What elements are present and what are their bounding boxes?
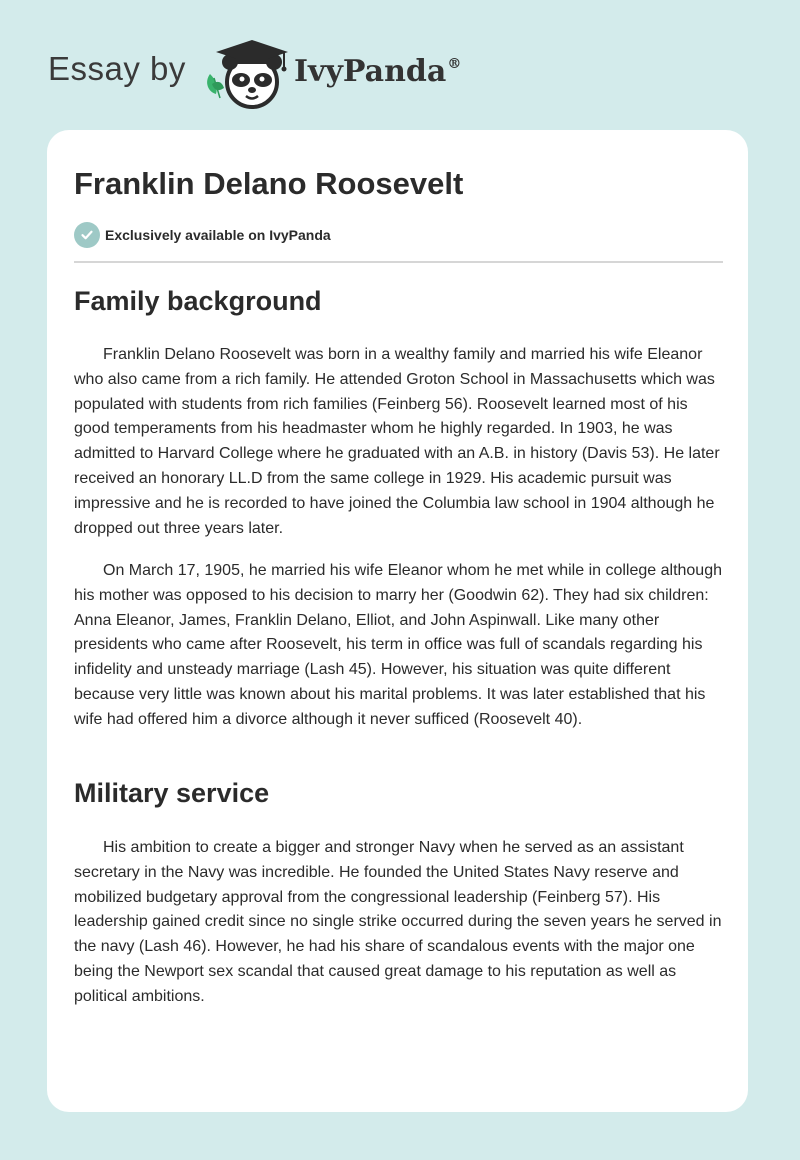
check-circle-icon bbox=[74, 222, 100, 248]
paragraph: Franklin Delano Roosevelt was born in a wealthy family and married his wife Eleanor who also came from a rich family. He attended Groton School in Massachusetts which was populated with students from rich families (Feinberg 56). Roosevelt learned most of his good temperaments from his headmaster whom he highly regarded. In 1903, he was admitted to Harvard College where he graduated with an A.B. in history (Davis 53). He later received an honorary LL.D from the same college in 1929. His academic pursuit was impressive and he is recorded to have joined the Columbia law school in 1904 although he dropped out three years later. bbox=[74, 346, 720, 537]
essay-by-label: Essay by bbox=[48, 50, 186, 87]
panda-logo-icon bbox=[202, 34, 298, 110]
site-header bbox=[48, 34, 548, 114]
section-heading: Military service bbox=[74, 778, 270, 808]
exclusive-badge bbox=[74, 222, 331, 248]
brand-name[interactable]: IvyPanda® bbox=[294, 54, 462, 89]
title-divider bbox=[74, 261, 723, 263]
section-heading: Family background bbox=[74, 286, 322, 316]
paragraph: On March 17, 1905, he married his wife Eleanor whom he met while in college although his mother was opposed to his decision to marry her (Goodwin 62). They had six children: Anna Eleanor, James, Franklin Delano, Elliot, and John Aspinwall. Like many other presidents who came after Roosevelt, his term in office was full of scandals regarding his infidelity and unsteady marriage (Lash 45). However, his situation was quite different because very little was known about his marital problems. It was later established that his wife had offered him a divorce although it never sufficed (Roosevelt 40). bbox=[74, 562, 722, 728]
essay-card bbox=[47, 130, 748, 1112]
paragraph: His ambition to create a bigger and stronger Navy when he served as an assistant secretary in the Navy was incredible. He founded the United States Navy reserve and mobilized budgetary approval from the congressional leadership (Feinberg 57). His leadership gained credit since no single strike occurred during the seven years he served in the navy (Lash 46). However, he had his share of scandalous events with the major one being the Newport sex scandal that caused great damage to his reputation as well as political ambitions. bbox=[74, 839, 722, 1005]
exclusive-badge-label: Exclusively available on IvyPanda bbox=[105, 227, 331, 243]
page-title: Franklin Delano Roosevelt bbox=[74, 166, 464, 201]
